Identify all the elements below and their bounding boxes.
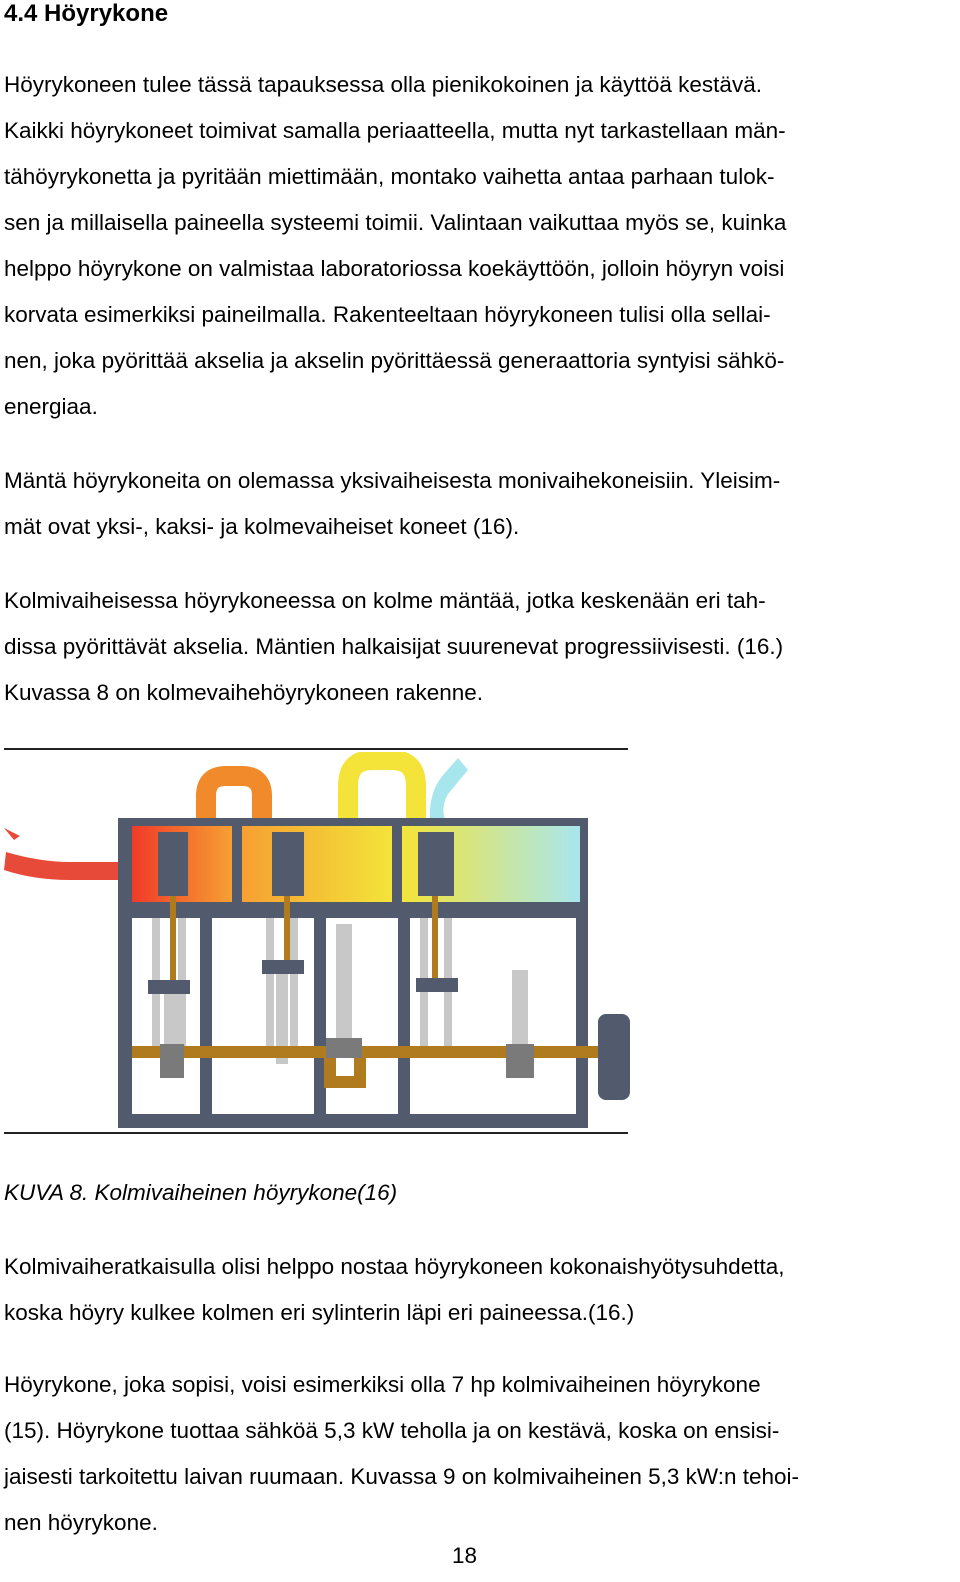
paragraph-efficiency [4, 1244, 954, 1336]
piston-1 [158, 832, 188, 896]
text-line: tähöyrykonetta ja pyritään miettimään, montako vaihetta antaa parhaan tulok- [4, 164, 775, 189]
text-line: korvata esimerkiksi paineilmalla. Rakenteeltaan höyrykoneen tulisi olla sellai- [4, 302, 771, 327]
frame-post [398, 904, 410, 1124]
paragraph-three-phase [4, 578, 954, 716]
crosshead-1 [148, 980, 190, 994]
guide-rod [266, 918, 274, 1048]
crosshead-3 [416, 978, 458, 992]
piston-2 [272, 832, 304, 896]
crank-web [326, 1038, 362, 1058]
crank-web [160, 1044, 184, 1078]
text-line: koska höyry kulkee kolmen eri sylinterin läpi eri paineessa.(16.) [4, 1300, 635, 1325]
piston-rod-3 [432, 896, 438, 984]
text-line: jaisesti tarkoitettu laivan ruumaan. Kuvassa 9 on kolmivaiheinen 5,3 kW:n tehoi- [4, 1464, 800, 1489]
text-line: mät ovat yksi-, kaksi- ja kolmevaiheiset koneet (16). [4, 514, 520, 539]
page-number: 18 [452, 1543, 478, 1568]
paragraph-types [4, 458, 954, 550]
transfer-pipe-1 [206, 776, 262, 822]
text-line: helppo höyrykone on valmistaa laboratoriossa koekäyttöön, jolloin höyryn voisi [4, 256, 785, 281]
paragraph-intro [4, 62, 954, 430]
crosshead-2 [262, 960, 304, 974]
text-line: Höyrykoneen tulee tässä tapauksessa olla pienikokoinen ja käyttöä kestävä. [4, 72, 762, 97]
transfer-pipe-2 [348, 760, 416, 822]
section-heading: 4.4 Höyrykone [4, 0, 169, 27]
figure-caption: KUVA 8. Kolmivaiheinen höyrykone(16) [4, 1180, 398, 1205]
frame-post [118, 904, 132, 1124]
frame-post [200, 904, 212, 1124]
text-line: (15). Höyrykone tuottaa sähköä 5,3 kW teholla ja on kestävä, koska on ensisi- [4, 1418, 780, 1443]
cylinder-2 [242, 826, 392, 902]
figure-top-rule [4, 748, 628, 750]
text-line: nen, joka pyörittää akselia ja akselin pyörittäessä generaattoria syntyisi sähkö- [4, 348, 785, 373]
steam-engine-figure [0, 752, 632, 1132]
flywheel [598, 1014, 630, 1100]
frame-top-beam [118, 904, 588, 918]
text-line: Kolmivaiheisessa höyrykoneessa on kolme mäntää, jotka keskenään eri tah- [4, 588, 766, 613]
paragraph-example [4, 1362, 954, 1546]
text-line: Kaikki höyrykoneet toimivat samalla periaatteella, mutta nyt tarkastellaan män- [4, 118, 786, 143]
piston-rod-1 [170, 896, 176, 986]
crank-web [506, 1044, 534, 1078]
exhaust-pipe [430, 758, 468, 822]
piston-3 [418, 832, 454, 896]
connecting-rod-2 [336, 924, 352, 1042]
text-line: sen ja millaisella paineella systeemi toimii. Valintaan vaikuttaa myös se, kuinka [4, 210, 787, 235]
text-line: nen höyrykone. [4, 1510, 158, 1535]
piston-rod-2 [284, 896, 290, 966]
figure-bottom-rule [4, 1132, 628, 1134]
text-line: Mäntä höyrykoneita on olemassa yksivaiheisesta monivaihekoneisiin. Yleisim- [4, 468, 781, 493]
frame-base [118, 1114, 588, 1128]
text-line: Kuvassa 8 on kolmevaihehöyrykoneen rakenne. [4, 680, 484, 705]
text-line: Kolmivaiheratkaisulla olisi helppo nostaa höyrykoneen kokonaishyötysuhdetta, [4, 1254, 785, 1279]
guide-rod [290, 918, 298, 1048]
text-line: energiaa. [4, 394, 98, 419]
frame-post [314, 904, 326, 1124]
text-line: dissa pyörittävät akselia. Mäntien halkaisijat suurenevat progressiivisesti. (16.) [4, 634, 784, 659]
text-line: Höyrykone, joka sopisi, voisi esimerkiksi olla 7 hp kolmivaiheinen höyrykone [4, 1372, 761, 1397]
frame-post [576, 904, 588, 1124]
inlet-arrow-icon [4, 828, 20, 840]
